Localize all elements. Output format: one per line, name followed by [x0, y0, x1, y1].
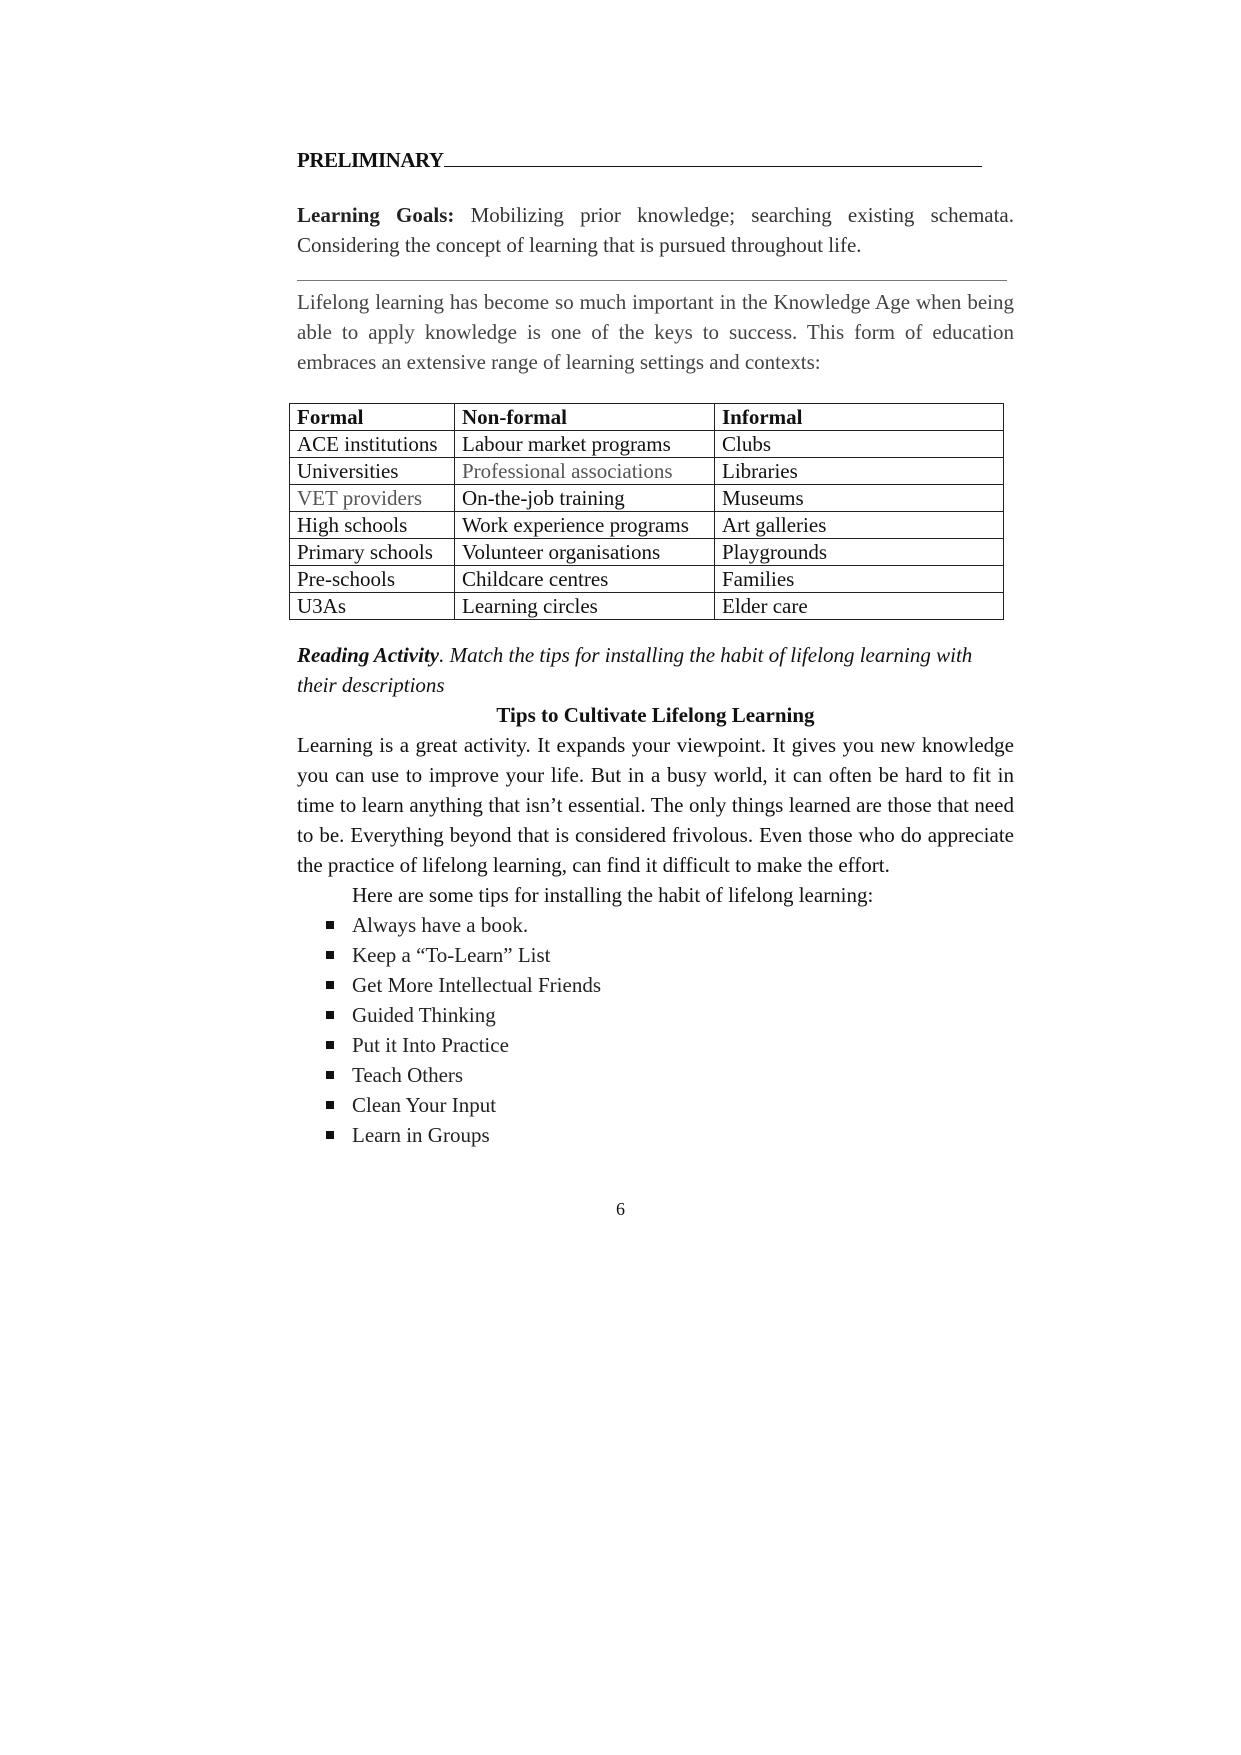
table-row	[290, 458, 1004, 485]
table-row	[290, 485, 1004, 512]
square-bullet-icon	[326, 1011, 334, 1019]
learning-settings-table	[289, 403, 1004, 620]
table-cell: Elder care	[715, 593, 1004, 620]
table-header-row	[290, 404, 1004, 431]
horizontal-divider	[297, 268, 1007, 281]
list-item	[297, 1000, 1014, 1030]
section-heading-text: PRELIMINARY	[297, 148, 444, 172]
table-row	[290, 566, 1004, 593]
table-row	[290, 539, 1004, 566]
table-cell: Clubs	[715, 431, 1004, 458]
column-header-non-formal: Non-formal	[455, 404, 715, 431]
table-cell: High schools	[290, 512, 455, 539]
table-cell: Libraries	[715, 458, 1004, 485]
square-bullet-icon	[326, 951, 334, 959]
reading-activity-text: . Match the tips for installing the habit of lifelong learning with their descriptions	[297, 643, 973, 697]
table-cell: Childcare centres	[455, 566, 715, 593]
tip-text: Keep a “To-Learn” List	[352, 943, 551, 967]
heading-underline-rule	[444, 148, 982, 167]
tips-paragraph: Learning is a great activity. It expands your viewpoint. It gives you new knowledge you can use to improve your life. But in a busy world, it can often be hard to fit in time to learn anything that isn’t essential. The only things learned are those that need to be. Everything beyond that is considered frivolous. Even those who do appreciate the practice of lifelong learning, can find it difficult to make the effort.	[297, 733, 1014, 877]
table-cell: Families	[715, 566, 1004, 593]
table-cell: On-the-job training	[455, 485, 715, 512]
list-item	[297, 910, 1014, 940]
tip-text: Get More Intellectual Friends	[352, 973, 602, 997]
table-cell: U3As	[290, 593, 455, 620]
square-bullet-icon	[326, 921, 334, 929]
square-bullet-icon	[326, 1131, 334, 1139]
intro-paragraph: Lifelong learning has become so much important in the Knowledge Age when being able to apply knowledge is one of the keys to success. This form of education embraces an extensive range of learning settings and contexts:	[297, 290, 1014, 374]
table-cell: Volunteer organisations	[455, 539, 715, 566]
list-item	[297, 940, 1014, 970]
table-cell: Professional associations	[455, 458, 715, 485]
table-cell: Primary schools	[290, 539, 455, 566]
list-item	[297, 1090, 1014, 1120]
reading-activity-label: Reading Activity	[297, 643, 440, 667]
square-bullet-icon	[326, 1071, 334, 1079]
table-row	[290, 512, 1004, 539]
table-cell: Museums	[715, 485, 1004, 512]
table-cell: Art galleries	[715, 512, 1004, 539]
column-header-informal: Informal	[715, 404, 1004, 431]
tips-title: Tips to Cultivate Lifelong Learning	[496, 703, 815, 727]
table-cell: Pre-schools	[290, 566, 455, 593]
tip-text: Teach Others	[352, 1063, 464, 1087]
tip-text: Put it Into Practice	[352, 1033, 509, 1057]
table-row	[290, 593, 1004, 620]
tips-list	[297, 910, 1014, 1150]
learning-goals-text: Mobilizing prior knowledge; searching existing schemata. Considering the concept of learning that is pursued throughout life.	[297, 203, 1014, 257]
tip-text: Always have a book.	[352, 913, 529, 937]
table-cell: Universities	[290, 458, 455, 485]
tip-text: Guided Thinking	[352, 1003, 496, 1027]
list-item	[297, 1120, 1014, 1150]
tip-text: Clean Your Input	[352, 1093, 497, 1117]
square-bullet-icon	[326, 981, 334, 989]
table-row	[290, 431, 1004, 458]
table-cell: Work experience programs	[455, 512, 715, 539]
section-heading	[297, 146, 1014, 174]
page-content	[297, 146, 1014, 1150]
list-item	[297, 970, 1014, 1000]
table-cell: VET providers	[290, 485, 455, 512]
learning-goals-label: Learning Goals:	[297, 203, 455, 227]
table-cell: Labour market programs	[455, 431, 715, 458]
table-cell: Playgrounds	[715, 539, 1004, 566]
tips-intro: Here are some tips for installing the habit of lifelong learning:	[352, 883, 874, 907]
tip-text: Learn in Groups	[352, 1123, 490, 1147]
reading-activity-instruction	[297, 640, 1014, 700]
list-item	[297, 1030, 1014, 1060]
learning-goals	[297, 200, 1014, 260]
square-bullet-icon	[326, 1101, 334, 1109]
table-cell: ACE institutions	[290, 431, 455, 458]
square-bullet-icon	[326, 1041, 334, 1049]
page-number: 6	[616, 1199, 625, 1219]
column-header-formal: Formal	[290, 404, 455, 431]
table-cell: Learning circles	[455, 593, 715, 620]
list-item	[297, 1060, 1014, 1090]
